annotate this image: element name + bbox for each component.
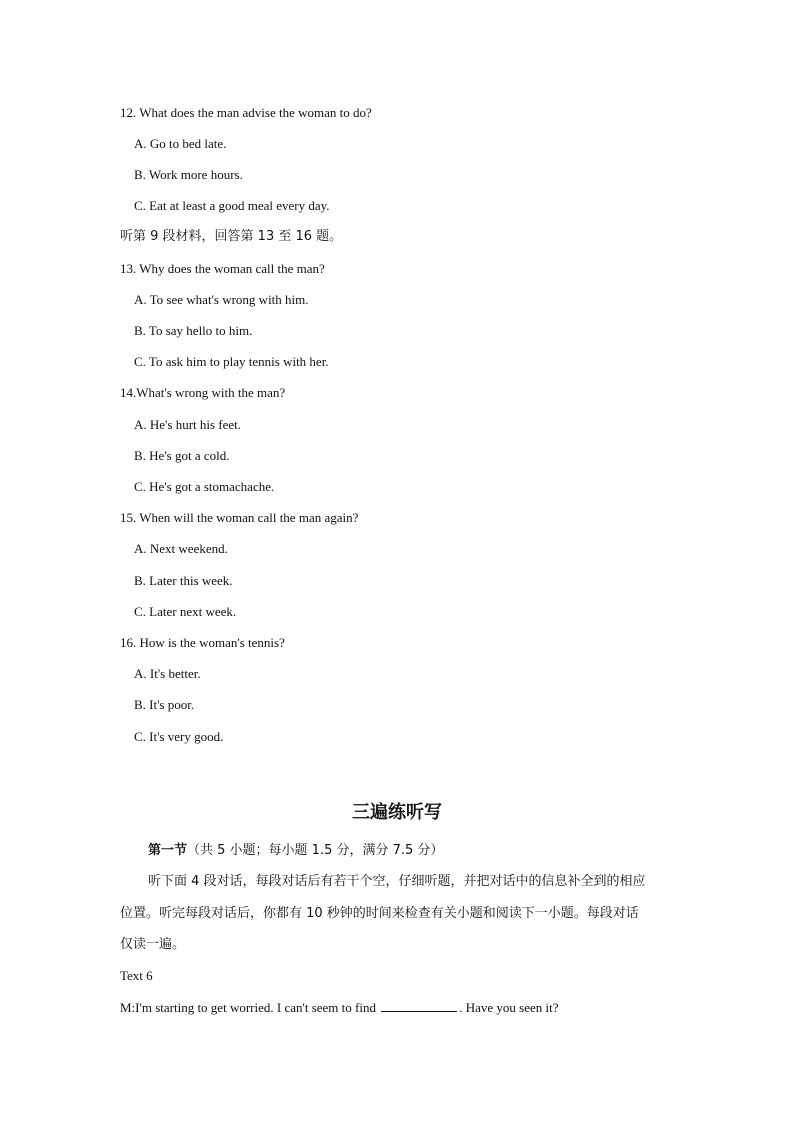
instruction-paragraph-line-2: 位置。听完每段对话后，你都有 10 秒钟的时间来检查有关小题和阅读下一小题。每段对话 — [120, 906, 639, 921]
question-14-stem: 14.What's wrong with the man? — [120, 385, 286, 400]
question-13-stem: 13. Why does the woman call the man? — [120, 261, 325, 276]
question-12-option-a: A. Go to bed late. — [134, 136, 227, 151]
dialog-line — [120, 999, 559, 1016]
instruction-paragraph-line-1: 听下面 4 段对话，每段对话后有若干个空，仔细听题，并把对话中的信息补全到的相应 — [148, 874, 646, 889]
part-description: （共 5 小题；每小题 1.5 分，满分 7.5 分） — [187, 843, 444, 858]
question-15-stem: 15. When will the woman call the man again? — [120, 510, 359, 525]
section-header — [148, 842, 443, 860]
question-16-option-a: A. It's better. — [134, 666, 201, 681]
question-16-option-b: B. It's poor. — [134, 697, 195, 712]
question-13-option-b: B. To say hello to him. — [134, 323, 253, 338]
question-16-option-c: C. It's very good. — [134, 729, 224, 744]
question-12-stem: 12. What does the man advise the woman to do? — [120, 105, 372, 120]
question-13-option-a: A. To see what's wrong with him. — [134, 292, 309, 307]
text-label: Text 6 — [120, 968, 153, 983]
section-title: 三遍练听写 — [352, 802, 442, 823]
question-15-option-a: A. Next weekend. — [134, 541, 228, 556]
question-14-option-b: B. He's got a cold. — [134, 448, 230, 463]
question-12-option-c: C. Eat at least a good meal every day. — [134, 198, 330, 213]
part-label: 第一节 — [148, 843, 188, 858]
dialog-text-after: . Have you seen it? — [459, 1000, 559, 1015]
question-14-option-a: A. He's hurt his feet. — [134, 417, 242, 432]
question-16-stem: 16. How is the woman's tennis? — [120, 635, 285, 650]
question-15-option-b: B. Later this week. — [134, 573, 233, 588]
question-15-option-c: C. Later next week. — [134, 604, 237, 619]
question-14-option-c: C. He's got a stomachache. — [134, 479, 275, 494]
listening-instruction: 听第 9 段材料，回答第 13 至 16 题。 — [120, 229, 343, 244]
question-12-option-b: B. Work more hours. — [134, 167, 243, 182]
fill-in-blank — [381, 999, 457, 1012]
instruction-paragraph-line-3: 仅读一遍。 — [120, 937, 186, 952]
dialog-text-before: M:I'm starting to get worried. I can't seem to find — [120, 1000, 380, 1015]
question-13-option-c: C. To ask him to play tennis with her. — [134, 354, 329, 369]
